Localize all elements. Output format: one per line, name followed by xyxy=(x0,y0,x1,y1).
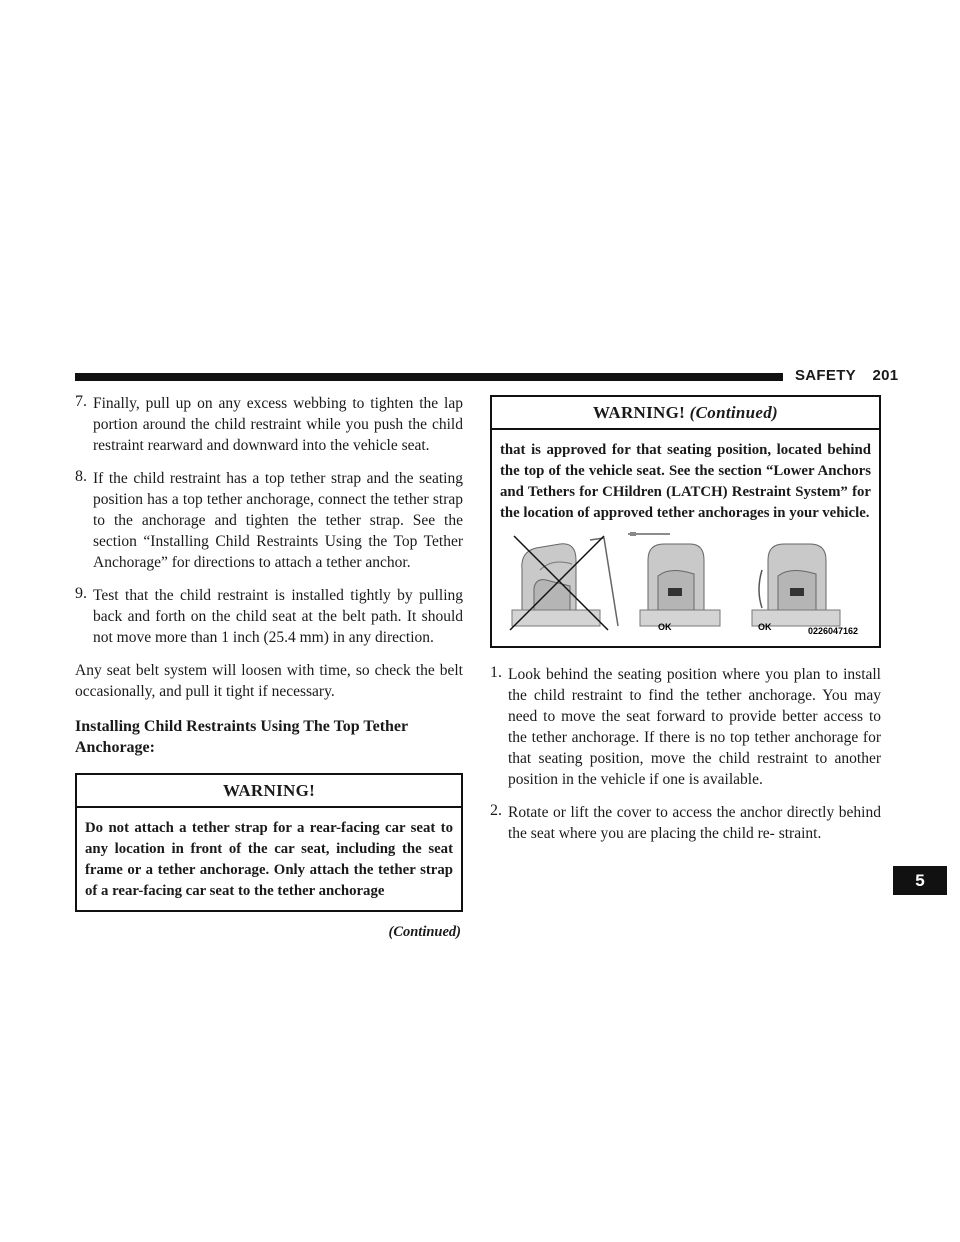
tether-illustration-svg xyxy=(500,530,872,636)
list-item xyxy=(75,585,463,648)
tether-illustration xyxy=(492,526,879,646)
list-text: Finally, pull up on any excess webbing to tighten the lap portion around the child restraint while you push the child restraint rearward and downward into the vehicle seat. xyxy=(93,395,463,454)
section-title: SAFETY xyxy=(795,367,856,384)
warning-title xyxy=(492,397,879,428)
list-number: 9. xyxy=(75,585,87,602)
section-subheading: Installing Child Restraints Using The Top Tether Anchorage: xyxy=(75,718,408,756)
list-item xyxy=(75,468,463,573)
warning-title-text: WARNING! xyxy=(592,403,686,422)
warning-text: Do not attach a tether strap for a rear-facing car seat to any location in front of the car seat, including the seat frame or a tether anchorage. Only attach the tether strap of a rear-facing car seat to the tether anchorage xyxy=(85,820,453,899)
seat-ok-illustration-2 xyxy=(752,544,840,632)
chapter-tab: 5 xyxy=(893,866,947,895)
list-item xyxy=(75,393,463,456)
seat-incorrect-illustration xyxy=(510,536,618,630)
figure-code: 0226047162 xyxy=(808,626,859,636)
header-rule xyxy=(75,373,783,381)
warning-title: WARNING! xyxy=(222,781,316,800)
warning-box xyxy=(75,773,463,912)
list-item xyxy=(490,664,881,790)
warning-text: that is approved for that seating position, located behind the top of the vehicle seat. See the section “Lower Anchors and Tethers for CHildren (LATCH) Restraint System” for the location of approved tether anchorages in your vehicle. xyxy=(500,442,871,521)
list-text: Look behind the seating position where you plan to install the child restraint to find the tether anchorage. You may need to move the seat forward to provide better access to the tether anchorage. If there is no top tether anchorage for that seating position, move the child restraint to another position in the vehicle if one is available. xyxy=(508,666,881,788)
warning-box-continued xyxy=(490,395,881,648)
body-paragraph: Any seat belt system will loosen with time, so check the belt occasionally, and pull it tight if necessary. xyxy=(75,662,463,700)
list-item xyxy=(490,802,881,844)
left-column xyxy=(75,393,463,941)
ok-label: OK xyxy=(758,622,772,632)
list-text: If the child restraint has a top tether strap and the seating position has a top tether anchorage, connect the tether strap to the anchorage and tighten the tether strap. See the section “Installing Child Restraints Using the Top Tether Anchorage” for directions to attach a tether anchor. xyxy=(93,470,463,571)
list-number: 1. xyxy=(490,664,502,681)
list-number: 7. xyxy=(75,393,87,410)
page-header xyxy=(795,367,898,384)
page-number: 201 xyxy=(872,367,899,384)
list-text: Rotate or lift the cover to access the anchor directly behind the seat where you are placing the child re- straint. xyxy=(508,804,881,842)
list-number: 2. xyxy=(490,802,502,819)
list-number: 8. xyxy=(75,468,87,485)
continued-note: (Continued) xyxy=(388,924,461,940)
ok-label: OK xyxy=(658,622,672,632)
seat-ok-illustration-1 xyxy=(628,532,720,632)
right-column xyxy=(490,395,881,856)
warning-title-suffix: (Continued) xyxy=(689,403,778,422)
list-text: Test that the child restraint is installed tightly by pulling back and forth on the child seat at the belt path. It should not move more than 1 inch (25.4 mm) in any direction. xyxy=(93,587,463,646)
